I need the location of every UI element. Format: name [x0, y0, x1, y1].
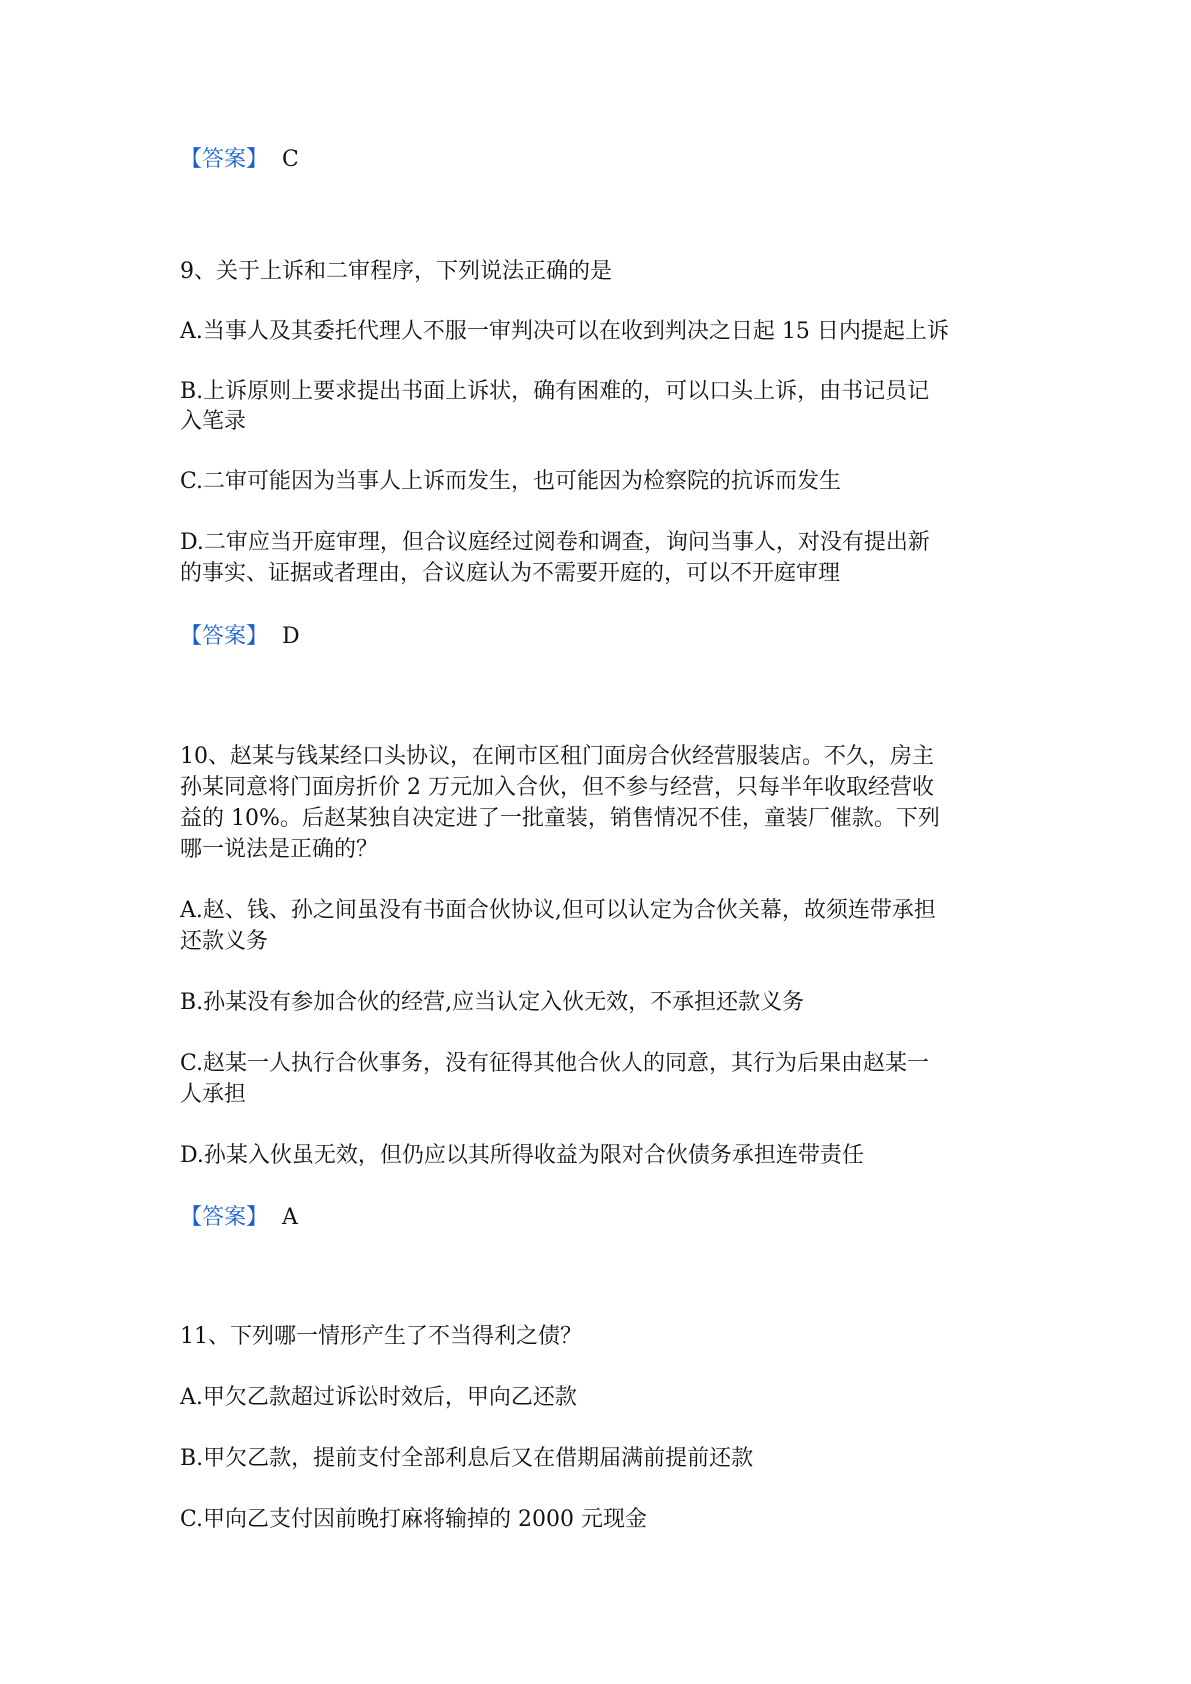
question-11-stem: 11、下列哪一情形产生了不当得利之债？ [180, 1324, 582, 1349]
question-10-option-c-line-1: C.赵某一人执行合伙事务，没有征得其他合伙人的同意，其行为后果由赵某一 [180, 1051, 930, 1076]
answer-value: A [282, 1205, 298, 1230]
question-9-stem: 9、关于上诉和二审程序，下列说法正确的是 [180, 259, 612, 284]
question-10-stem-line-1: 10、赵某与钱某经口头协议，在闸市区租门面房合伙经营服装店。不久，房主 [180, 744, 934, 769]
question-10-stem-line-2: 孙某同意将门面房折价 2 万元加入合伙，但不参与经营，只每半年收取经营收 [180, 775, 934, 800]
answer-label: 【答案】 [180, 624, 269, 649]
question-9-option-b-line-2: 入笔录 [180, 409, 247, 434]
answer-value: C [282, 147, 299, 172]
question-9-option-c: C.二审可能因为当事人上诉而发生，也可能因为检察院的抗诉而发生 [180, 469, 842, 494]
question-9-option-a: A.当事人及其委托代理人不服一审判决可以在收到判决之日起 15 日内提起上诉 [180, 319, 949, 344]
question-10-option-a-line-2: 还款义务 [180, 929, 269, 954]
question-9-option-b-line-1: B.上诉原则上要求提出书面上诉状，确有困难的，可以口头上诉，由书记员记 [180, 379, 930, 404]
question-10-stem-line-4: 哪一说法是正确的？ [180, 837, 379, 862]
answer-line-q10 [180, 1203, 298, 1233]
question-10-option-a-line-1: A.赵、钱、孙之间虽没有书面合伙协议,但可以认定为合伙关幕，故须连带承担 [180, 898, 936, 923]
answer-value: D [282, 624, 300, 649]
question-10-option-d: D.孙某入伙虽无效，但仍应以其所得收益为限对合伙债务承担连带责任 [180, 1143, 864, 1168]
answer-label: 【答案】 [180, 1205, 269, 1230]
answer-line-q9 [180, 622, 300, 652]
question-9-option-d-line-1: D.二审应当开庭审理，但合议庭经过阅卷和调查，询问当事人，对没有提出新 [180, 530, 930, 555]
question-9-option-d-line-2: 的事实、证据或者理由，合议庭认为不需要开庭的，可以不开庭审理 [180, 561, 841, 586]
answer-label: 【答案】 [180, 147, 269, 172]
question-11-option-b: B.甲欠乙款，提前支付全部利息后又在借期届满前提前还款 [180, 1446, 754, 1471]
question-10-stem-line-3: 益的 10%。后赵某独自决定进了一批童装，销售情况不佳，童装厂催款。下列 [180, 806, 940, 831]
question-10-option-b: B.孙某没有参加合伙的经营,应当认定入伙无效，不承担还款义务 [180, 990, 805, 1015]
question-10-option-c-line-2: 人承担 [180, 1082, 247, 1107]
answer-line-q8 [180, 145, 299, 175]
question-11-option-a: A.甲欠乙款超过诉讼时效后，甲向乙还款 [180, 1385, 577, 1410]
question-11-option-c: C.甲向乙支付因前晚打麻将输掉的 2000 元现金 [180, 1507, 648, 1532]
